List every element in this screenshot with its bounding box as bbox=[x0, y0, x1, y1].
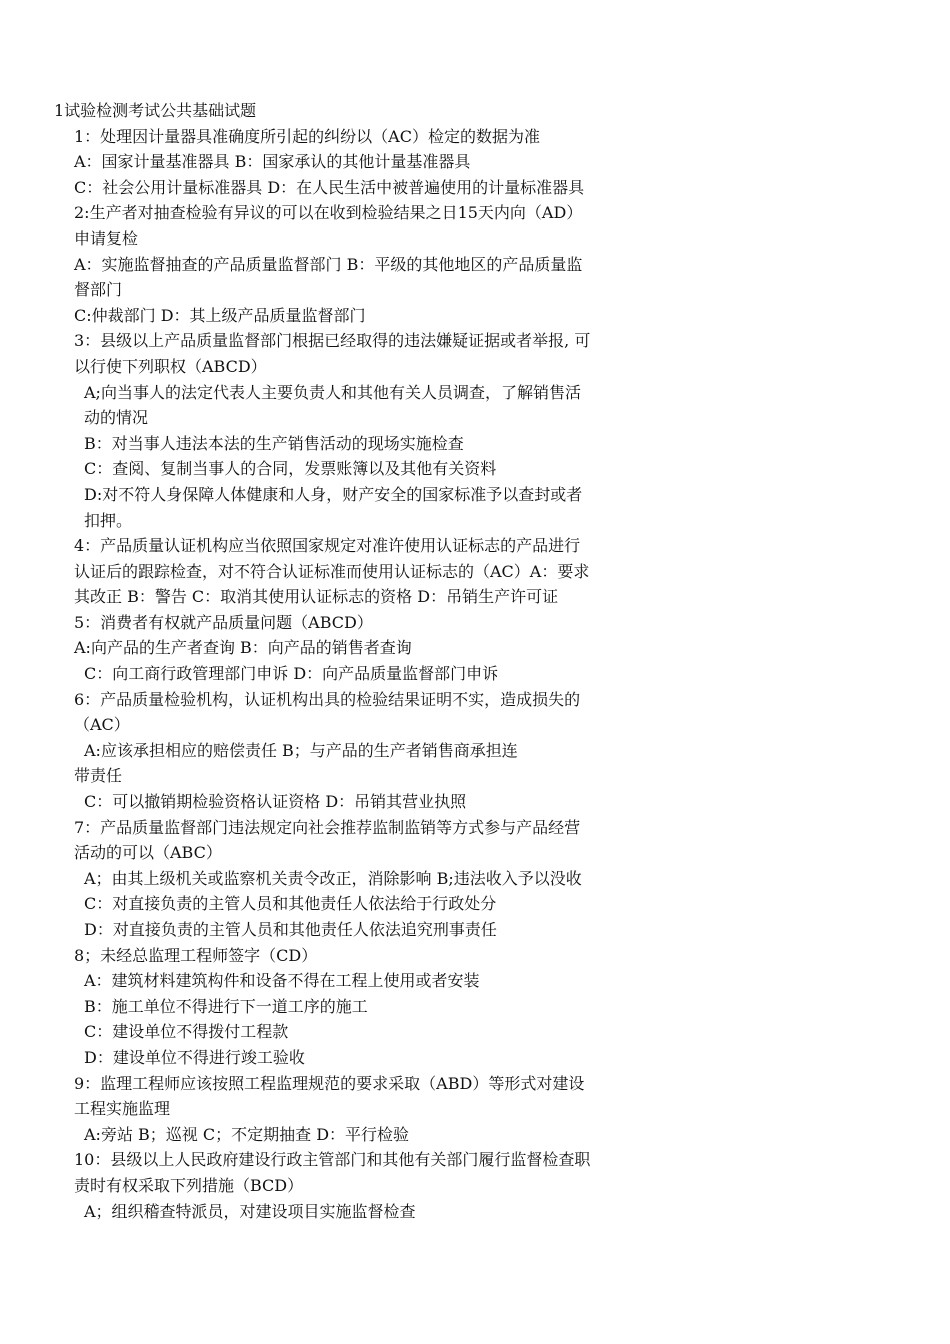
question-stem: 8；未经总监理工程师签字（CD） bbox=[74, 945, 318, 965]
question-option: C：查阅、复制当事人的合同，发票账簿以及其他有关资料 bbox=[84, 459, 497, 479]
question-option: D：对直接负责的主管人员和其他责任人依法追究刑事责任 bbox=[84, 920, 497, 939]
question-option: C:仲裁部门 D：其上级产品质量监督部门 bbox=[74, 305, 366, 325]
question-option: A;向当事人的法定代表人主要负责人和其他有关人员调查，了解销售活动的情况 bbox=[84, 382, 581, 428]
question-option: A:旁站 B；巡视 C；不定期抽查 D：平行检验 bbox=[84, 1124, 410, 1144]
question-option: C：建设单位不得拨付工程款 bbox=[84, 1022, 289, 1042]
question-option: A；组织稽查特派员，对建设项目实施监督检查 bbox=[84, 1201, 416, 1221]
question-stem: 9：监理工程师应该按照工程监理规范的要求采取（ABD）等形式对建设工程实施监理 bbox=[74, 1073, 585, 1119]
document-body bbox=[54, 98, 594, 1224]
question-option: A:应该承担相应的赔偿责任 B；与产品的生产者销售商承担连 bbox=[84, 740, 518, 760]
question-option: C：可以撤销期检验资格认证资格 D：吊销其营业执照 bbox=[84, 792, 467, 812]
question-option: D:对不符人身保障人体健康和人身，财产安全的国家标准予以查封或者扣押。 bbox=[84, 484, 583, 530]
question-option: B：施工单位不得进行下一道工序的施工 bbox=[84, 996, 368, 1016]
question-option: C：对直接负责的主管人员和其他责任人依法给于行政处分 bbox=[84, 894, 497, 914]
question-option: C：向工商行政管理部门申诉 D：向产品质量监督部门申诉 bbox=[84, 664, 499, 684]
question-stem: 1：处理因计量器具准确度所引起的纠纷以（AC）检定的数据为准 bbox=[74, 126, 540, 146]
question-stem: 10：县级以上人民政府建设行政主管部门和其他有关部门履行监督检查职责时有权采取下列措施（BCD） bbox=[74, 1150, 591, 1195]
question-option: A；由其上级机关或监察机关责令改正，消除影响 B;违法收入予以没收 bbox=[84, 868, 582, 888]
question-option: 带责任 bbox=[74, 766, 123, 786]
document-title: 1试验检测考试公共基础试题 bbox=[54, 101, 257, 120]
question-stem: 6：产品质量检验机构，认证机构出具的检验结果证明不实，造成损失的（AC） bbox=[74, 689, 581, 735]
question-stem: 3：县级以上产品质量监督部门根据已经取得的违法嫌疑证据或者举报, 可以行使下列职权（ABCD） bbox=[74, 331, 591, 376]
question-option: C：社会公用计量标准器具 D：在人民生活中被普遍使用的计量标准器具 bbox=[74, 177, 585, 197]
question-option: A：国家计量基准器具 B：国家承认的其他计量基准器具 bbox=[74, 152, 471, 172]
question-option: A：实施监督抽查的产品质量监督部门 B：平级的其他地区的产品质量监督部门 bbox=[74, 254, 583, 300]
question-stem: 2:生产者对抽查检验有异议的可以在收到检验结果之日15天内向（AD）申请复检 bbox=[74, 203, 583, 248]
question-option: A：建筑材料建筑构件和设备不得在工程上使用或者安装 bbox=[84, 971, 480, 991]
question-stem: 4：产品质量认证机构应当依照国家规定对准许使用认证标志的产品进行认证后的跟踪检查，对不符合认证标准而使用认证标志的（AC）A：要求其改正 B：警告 C：取消其使用认证标志的资格 D：吊销生产许可证 bbox=[74, 536, 590, 607]
question-stem: 5：消费者有权就产品质量问题（ABCD） bbox=[74, 612, 373, 632]
question-option: D：建设单位不得进行竣工验收 bbox=[84, 1047, 305, 1067]
question-option: B：对当事人违法本法的生产销售活动的现场实施检查 bbox=[84, 433, 464, 453]
question-stem: 7：产品质量监督部门违法规定向社会推荐监制监销等方式参与产品经营活动的可以（ABC） bbox=[74, 817, 581, 863]
question-option: A:向产品的生产者查询 B：向产品的销售者查询 bbox=[74, 638, 412, 658]
